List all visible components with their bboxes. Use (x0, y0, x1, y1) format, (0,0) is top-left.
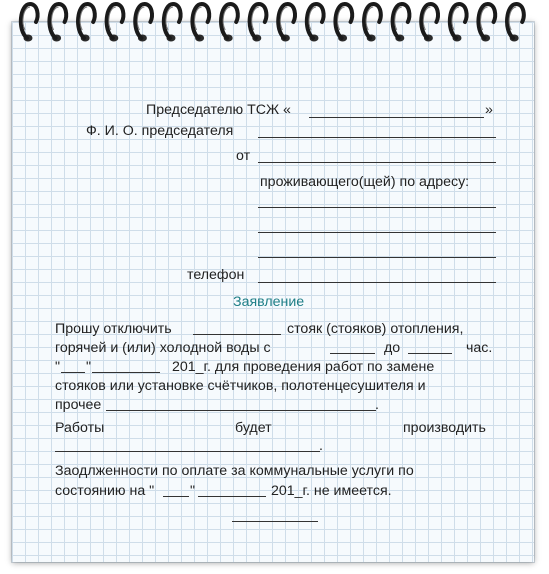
p3-text: Заодлженности по оплате за коммунальные услуги по (55, 463, 414, 479)
p1-text: стояк (стояков) отопления, (287, 321, 464, 337)
p1-text: час. (466, 340, 493, 356)
spiral-binding-ring-icon (107, 4, 124, 42)
spiral-binding-ring-icon (135, 4, 152, 42)
date-from-line (330, 353, 375, 354)
address-line-1 (258, 207, 496, 208)
spiral-binding-ring-icon (421, 4, 438, 42)
spiral-binding-ring-icon (221, 4, 238, 42)
p2-text: будет (235, 420, 272, 436)
debt-month-line (198, 496, 266, 497)
p1-text: Прошу отключить (55, 321, 172, 337)
spiral-binding-ring-icon (507, 4, 524, 42)
address-label: проживающего(щей) по адресу: (260, 174, 470, 190)
p3-text: 201_г. не имеется. (271, 483, 392, 499)
spiral-binding-ring-icon (21, 4, 38, 42)
month-line (92, 372, 160, 373)
other-works-line (106, 410, 376, 411)
riser-count-line (193, 334, 281, 335)
applicant-name-line (258, 162, 496, 163)
p1-text: прочее (55, 397, 102, 413)
spiral-binding-ring-icon (164, 4, 181, 42)
spiral-binding-ring-icon (450, 4, 467, 42)
p2-text: производить (403, 420, 486, 436)
spiral-binding-ring-icon (478, 4, 495, 42)
debt-day-line (163, 496, 189, 497)
chairman-name-line (258, 137, 496, 138)
document-title: Заявление (233, 294, 305, 310)
day-line (61, 372, 85, 373)
phone-line (258, 282, 496, 283)
spiral-binding-ring-icon (335, 4, 352, 42)
to-chairman-label: Председателю ТСЖ « (146, 102, 291, 118)
address-line-3 (258, 257, 496, 258)
from-label: от (236, 148, 251, 164)
p3-text: " (190, 483, 196, 499)
close-quote: » (485, 102, 493, 118)
spiral-binding-ring-icon (307, 4, 324, 42)
phone-label: телефон (187, 267, 245, 283)
p1-text: горячей и (или) холодной воды с (55, 340, 271, 356)
p1-text: 201_г. для проведения работ по замене (172, 359, 435, 375)
p2-text: . (319, 438, 323, 454)
spiral-binding-ring-icon (250, 4, 267, 42)
p1-text: . (375, 397, 379, 413)
signature-line (232, 521, 318, 522)
p1-text: " (86, 359, 92, 375)
spiral-binding-ring-icon (78, 4, 95, 42)
spiral-binding-ring-icon (364, 4, 381, 42)
p1-text: стояков или установке счётчиков, полотенцесушителя и (55, 378, 426, 394)
chairman-name-label: Ф. И. О. председателя (86, 123, 234, 139)
contractor-line (55, 451, 320, 452)
spiral-binding-ring-icon (49, 4, 66, 42)
spiral-binding-ring-icon (393, 4, 410, 42)
hoa-name-line (309, 117, 484, 118)
spiral-binding (0, 0, 549, 48)
p3-text: состоянию на " (55, 483, 155, 499)
spiral-binding-ring-icon (278, 4, 295, 42)
p1-text: до (384, 340, 401, 356)
spiral-binding-ring-icon (192, 4, 209, 42)
time-line (408, 353, 452, 354)
address-line-2 (258, 232, 496, 233)
p2-text: Работы (55, 420, 105, 436)
p1-text: " (55, 359, 61, 375)
